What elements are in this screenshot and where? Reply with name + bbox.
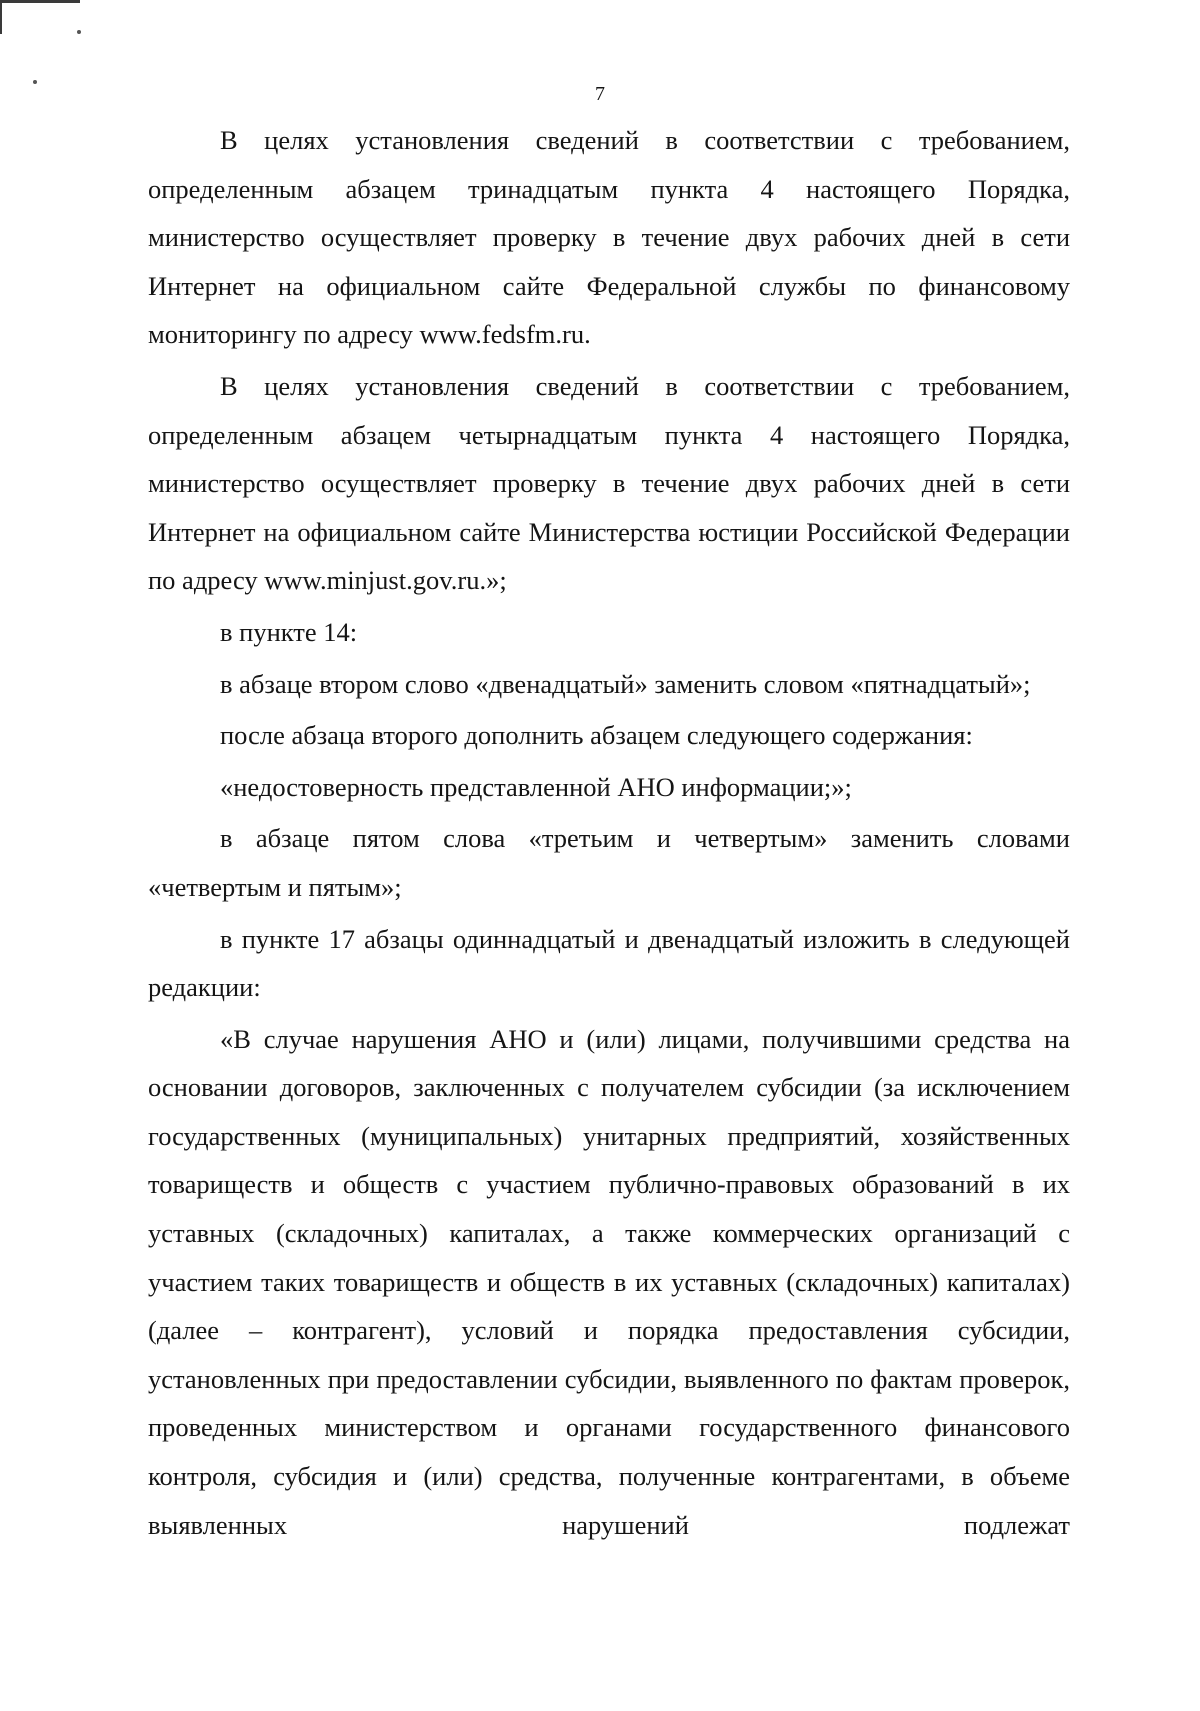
paragraph-fifth-abzac: в абзаце пятом слова «третьим и четвертым» заменить словами «четвертым и пятым»; <box>148 823 1070 902</box>
paragraph-unreliability: «недостоверность представленной АНО информации;»; <box>220 771 852 802</box>
page-number: 7 <box>595 83 605 105</box>
paragraph-minjust-check: В целях установления сведений в соответствии с требованием, определенным абзацем четырнадцатым пункта 4 настоящего Порядка, министерство осуществляет проверку в течение двух рабочих дней в сети Интернет на официальном сайте Министерства юстиции Российской Федерации по адресу www.minjust.gov.ru.»; <box>148 370 1070 596</box>
paragraph-fedsfm-check: В целях установления сведений в соответствии с требованием, определенным абзацем тринадцатым пункта 4 настоящего Порядка, министерство осуществляет проверку в течение двух рабочих дней в сети Интернет на официальном сайте Федеральной службы по финансовому мониторингу по адресу www.fedsfm.ru. <box>148 125 1070 350</box>
scan-artifact-line <box>0 0 80 3</box>
paragraph-point-17: в пункте 17 абзацы одиннадцатый и двенадцатый изложить в следующей редакции: <box>148 923 1070 1003</box>
paragraph-point-14: в пункте 14: <box>220 616 358 647</box>
paragraph-second-abzac: в абзаце втором слово «двенадцатый» заменить словом «пятнадцатый»; <box>220 668 1031 699</box>
paragraph-violation: «В случае нарушения АНО и (или) лицами, получившими средства на основании договоров, заключенных с получателем субсидии (за исключением государственных (муниципальных) унитарных предприятий, хозяйственных товариществ и обществ с участием публично-правовых образований в их уставных (складочных) капиталах, а также коммерческих организаций с участием таких товариществ и обществ в их уставных (складочных) капиталах) (далее – контрагент), условий и порядка предоставления субсидии, установленных при предоставлении субсидии, выявленного по фактам проверок, проведенных министерством и органами государственного финансового контроля, субсидия и (или) средства, полученные контрагентами, в объеме выявленных нарушений подлежат <box>148 1023 1070 1540</box>
document-body <box>148 116 1070 1549</box>
scan-artifact-edge <box>0 0 2 34</box>
paragraph-add-abzac: после абзаца второго дополнить абзацем следующего содержания: <box>220 720 973 751</box>
scan-speck <box>77 30 81 34</box>
